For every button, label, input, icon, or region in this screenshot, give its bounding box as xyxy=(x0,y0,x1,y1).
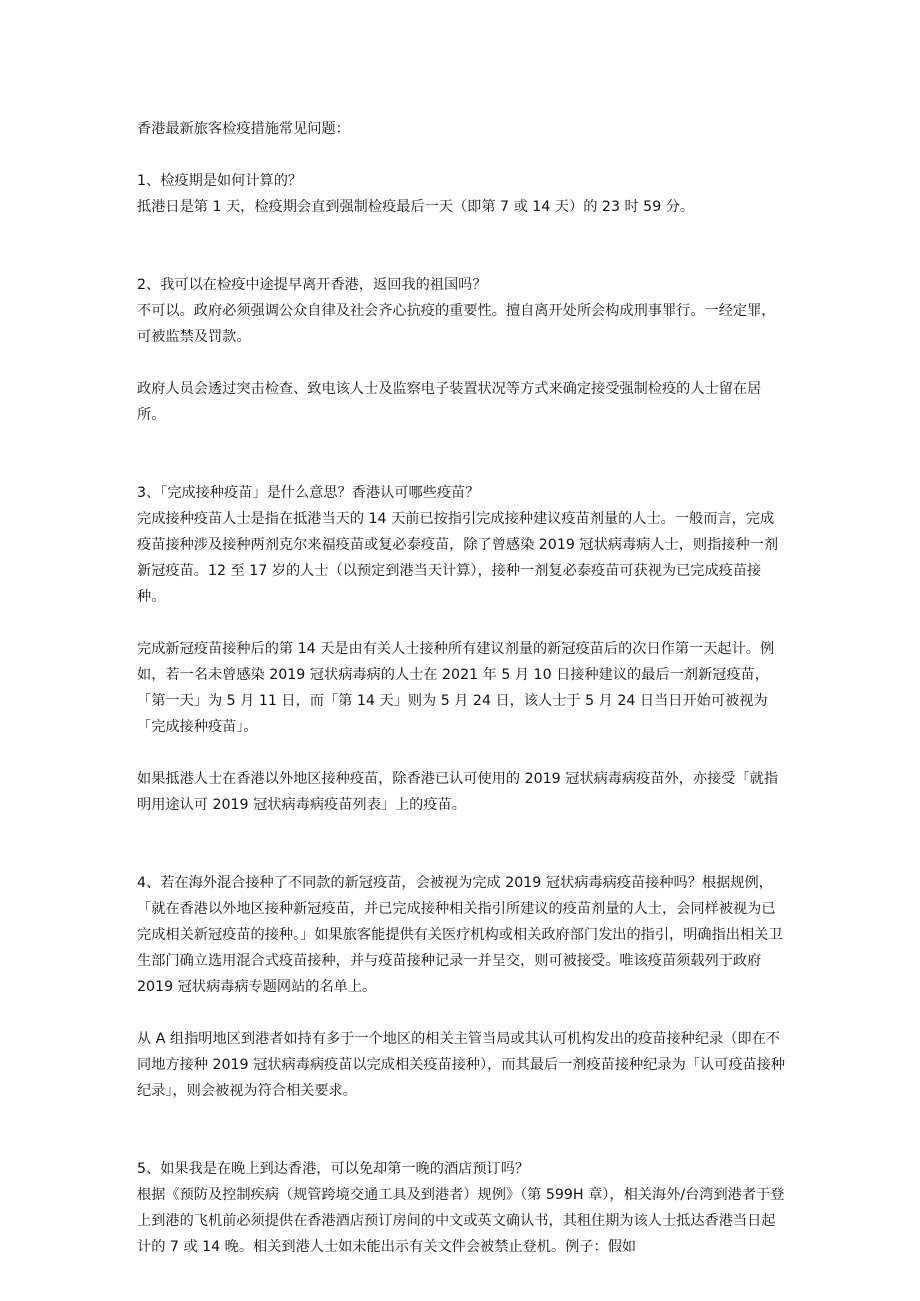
question-5: 5、如果我是在晚上到达香港，可以免却第一晚的酒店预订吗？ xyxy=(137,1161,530,1177)
answer-4-paragraph-1: 从 A 组指明地区到港者如持有多于一个地区的相关主管当局或其认可机构发出的疫苗接种纪录（即在不同地方接种 2019 冠状病毒病疫苗以完成相关疫苗接种），而其最后一剂疫苗接种纪录为「认可疫苗接种纪录」，则会被视为符合相关要求。 xyxy=(137,1031,786,1099)
question-2: 2、我可以在检疫中途提早离开香港，返回我的祖国吗？ xyxy=(137,277,487,293)
page-title: 香港最新旅客检疫措施常见问题： xyxy=(137,121,350,137)
faq-section-5 xyxy=(137,1156,787,1260)
faq-section-2 xyxy=(137,272,787,428)
question-1: 1、检疫期是如何计算的？ xyxy=(137,173,303,189)
answer-5-paragraph-1: 根据《预防及控制疾病（规管跨境交通工具及到港者）规例》（第 599H 章），相关海外/台湾到港者于登上到港的飞机前必须提供在香港酒店预订房间的中文或英文确认书，其租住期为该人士抵达香港当日起计的 7 或 14 晚。相关到港人士如未能出示有关文件会被禁止登机。例子：假如 xyxy=(137,1187,785,1255)
answer-3-paragraph-2: 完成新冠疫苗接种后的第 14 天是由有关人士接种所有建议剂量的新冠疫苗后的次日作第一天起计。例如，若一名未曾感染 2019 冠状病毒病的人士在 2021 年 5 月 10 日接种建议的最后一剂新冠疫苗，「第一天」为 5 月 11 日，而「第 14 天」则为 5 月 24 日，该人士于 5 月 24 日当日开始可被视为「完成接种疫苗」。 xyxy=(137,641,775,735)
spacer xyxy=(137,220,787,272)
answer-3-paragraph-3: 如果抵港人士在香港以外地区接种疫苗，除香港已认可使用的 2019 冠状病毒病疫苗外，亦接受「就指明用途认可 2019 冠状病毒病疫苗列表」上的疫苗。 xyxy=(137,771,779,813)
answer-1-paragraph-1: 抵港日是第 1 天，检疫期会直到强制检疫最后一天（即第 7 或 14 天）的 23 时 59 分。 xyxy=(137,199,695,215)
question-3: 3、「完成接种疫苗」是什么意思？香港认可哪些疫苗？ xyxy=(137,485,480,501)
answer-2-paragraph-2: 政府人员会透过突击检查、致电该人士及监察电子装置状况等方式来确定接受强制检疫的人士留在居所。 xyxy=(137,381,762,423)
spacer xyxy=(137,610,787,636)
document-body xyxy=(137,116,787,1260)
faq-section-3 xyxy=(137,480,787,818)
spacer xyxy=(137,818,787,870)
spacer xyxy=(137,350,787,376)
spacer xyxy=(137,740,787,766)
spacer xyxy=(137,428,787,480)
faq-section-1 xyxy=(137,168,787,220)
faq-section-4 xyxy=(137,870,787,1104)
question-4: 4、若在海外混合接种了不同款的新冠疫苗，会被视为完成 2019 冠状病毒病疫苗接种吗？根据规例，「就在香港以外地区接种新冠疫苗，并已完成接种相关指引所建议的疫苗剂量的人士，会同样被视为已完成相关新冠疫苗的接种。」如果旅客能提供有关医疗机构或相关政府部门发出的指引，明确指出相关卫生部门确立选用混合式疫苗接种，并与疫苗接种记录一并呈交，则可被接受。唯该疫苗须载列于政府 2019 冠状病毒病专题网站的名单上。 xyxy=(137,875,783,995)
spacer xyxy=(137,1104,787,1156)
answer-3-paragraph-1: 完成接种疫苗人士是指在抵港当天的 14 天前已按指引完成接种建议疫苗剂量的人士。一般而言，完成疫苗接种涉及接种两剂克尔来福疫苗或复必泰疫苗，除了曾感染 2019 冠状病毒病人士，则指接种一剂新冠疫苗。12 至 17 岁的人士（以预定到港当天计算），接种一剂复必泰疫苗可获视为已完成疫苗接种。 xyxy=(137,511,779,605)
answer-2-paragraph-1: 不可以。政府必须强调公众自律及社会齐心抗疫的重要性。擅自离开处所会构成刑事罪行。一经定罪，可被监禁及罚款。 xyxy=(137,303,776,345)
spacer xyxy=(137,1000,787,1026)
